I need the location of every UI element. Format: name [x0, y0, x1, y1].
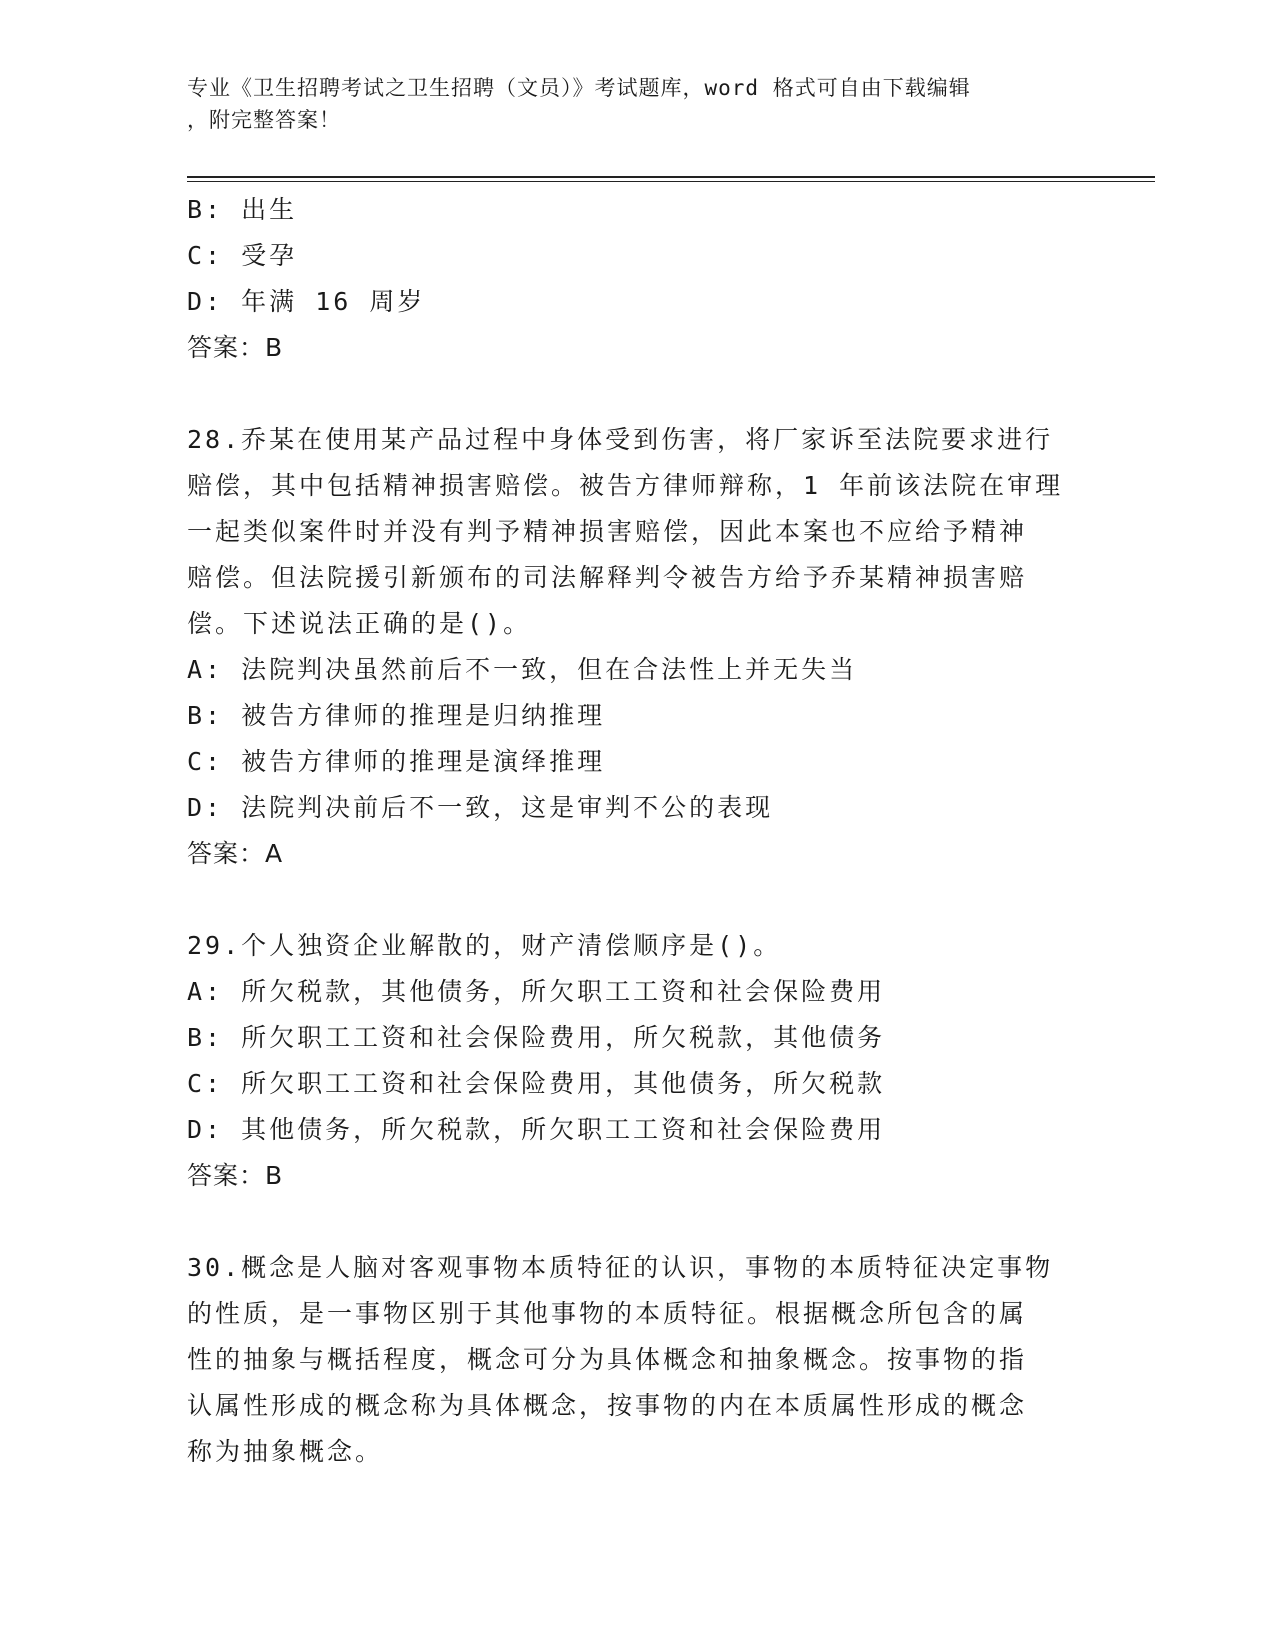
spacer: [187, 877, 1087, 923]
question-29: [187, 923, 1087, 1199]
header-text-line-2: ，附完整答案！: [187, 108, 341, 132]
option-d: D: 法院判决前后不一致，这是审判不公的表现: [187, 793, 774, 822]
option-c: C: 被告方律师的推理是演绎推理: [187, 747, 606, 776]
answer-line: 答案：B: [187, 333, 284, 362]
page-header: [187, 72, 1087, 136]
question-stem-line: 的性质，是一事物区别于其他事物的本质特征。根据概念所包含的属: [187, 1299, 1028, 1328]
question-stem-line: 赔偿，其中包括精神损害赔偿。被告方律师辩称，1 年前该法院在审理: [187, 471, 1064, 500]
question-30: [187, 1245, 1087, 1475]
option-c: C: 受孕: [187, 241, 298, 270]
answer-line: 答案：A: [187, 839, 284, 868]
document-body: [187, 187, 1087, 1475]
question-stem-line: 赔偿。但法院援引新颁布的司法解释判令被告方给予乔某精神损害赔: [187, 563, 1028, 592]
header-text-line-1: 专业《卫生招聘考试之卫生招聘（文员）》考试题库，word 格式可自由下载编辑: [187, 76, 971, 100]
option-a: A: 法院判决虽然前后不一致，但在合法性上并无失当: [187, 655, 858, 684]
question-stem-line: 28.乔某在使用某产品过程中身体受到伤害，将厂家诉至法院要求进行: [187, 425, 1054, 454]
question-stem-line: 30.概念是人脑对客观事物本质特征的认识，事物的本质特征决定事物: [187, 1253, 1054, 1282]
question-stem-line: 偿。下述说法正确的是()。: [187, 609, 532, 638]
option-d: D: 年满 16 周岁: [187, 287, 426, 316]
option-b: B: 被告方律师的推理是归纳推理: [187, 701, 606, 730]
previous-question-continuation: [187, 187, 1087, 371]
question-stem-line: 称为抽象概念。: [187, 1437, 384, 1466]
option-a: A: 所欠税款，其他债务，所欠职工工资和社会保险费用: [187, 977, 886, 1006]
question-stem-line: 认属性形成的概念称为具体概念，按事物的内在本质属性形成的概念: [187, 1391, 1028, 1420]
option-b: B: 所欠职工工资和社会保险费用，所欠税款，其他债务: [187, 1023, 886, 1052]
header-divider-thin: [187, 181, 1155, 182]
option-c: C: 所欠职工工资和社会保险费用，其他债务，所欠税款: [187, 1069, 886, 1098]
question-28: [187, 417, 1087, 877]
spacer: [187, 1199, 1087, 1245]
spacer: [187, 371, 1087, 417]
option-b: B: 出生: [187, 195, 298, 224]
question-stem-line: 一起类似案件时并没有判予精神损害赔偿，因此本案也不应给予精神: [187, 517, 1028, 546]
question-stem-line: 性的抽象与概括程度，概念可分为具体概念和抽象概念。按事物的指: [187, 1345, 1028, 1374]
header-divider-thick: [187, 176, 1155, 178]
answer-line: 答案：B: [187, 1161, 284, 1190]
question-stem-line: 29.个人独资企业解散的，财产清偿顺序是()。: [187, 931, 782, 960]
option-d: D: 其他债务，所欠税款，所欠职工工资和社会保险费用: [187, 1115, 886, 1144]
